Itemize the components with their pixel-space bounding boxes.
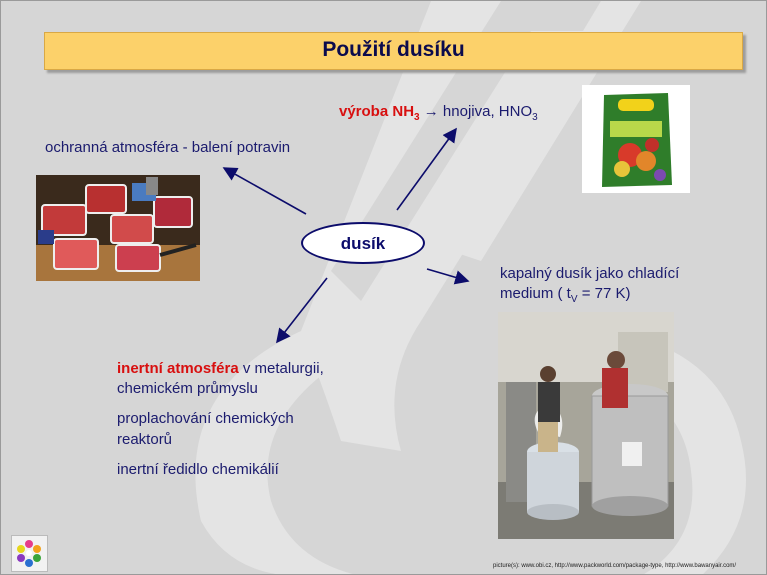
label-inert-diluent: inertní ředidlo chemikálií: [117, 461, 279, 478]
label-purging-line2: reaktorů: [117, 431, 173, 448]
liquid-nitrogen-lab-image: [498, 312, 674, 539]
arrow-to-liquid-nitrogen: [427, 269, 468, 281]
label-ammonia-bold: výroba NH: [339, 103, 415, 120]
medium-prefix: medium ( t: [500, 285, 571, 302]
label-fertilizers: hnojiva, HNO: [438, 103, 533, 120]
label-protective-atmosphere: ochranná atmosféra - balení potravin: [45, 139, 291, 156]
arrow-to-food-packaging: [224, 168, 306, 214]
fertilizer-bag-image: [582, 85, 690, 193]
label-metallurgy: v metalurgii,: [238, 360, 324, 377]
food-packaging-image: [36, 175, 200, 281]
medium-suffix: = 77 K): [577, 285, 631, 302]
label-inert-atmosphere: [117, 359, 324, 379]
slide-title: Použití dusíku: [322, 38, 465, 61]
right-arrow-glyph: →: [423, 103, 439, 120]
label-purging-line1: proplachování chemických: [117, 410, 294, 427]
label-chemical-industry: chemickém průmyslu: [117, 380, 258, 397]
arrow-to-inert-atmosphere: [277, 278, 327, 342]
subscript-v: V: [570, 294, 578, 305]
subscript-3b: 3: [532, 112, 538, 123]
subscript-3: 3: [414, 112, 420, 123]
arrow-to-nh3: [397, 129, 456, 210]
label-liquid-nitrogen-line1: kapalný dusík jako chladící: [500, 265, 680, 282]
institution-logo: [11, 535, 48, 572]
center-label: dusík: [340, 234, 386, 253]
label-liquid-nitrogen-line2: [500, 284, 630, 310]
label-ammonia-production: [339, 102, 538, 128]
picture-credits: picture(s): www.obi.cz, http://www.packworld.com/package-type, http://www.bawanyair.com/: [493, 563, 737, 569]
center-node: [301, 222, 425, 264]
label-inert-bold: inertní atmosféra: [117, 360, 239, 377]
